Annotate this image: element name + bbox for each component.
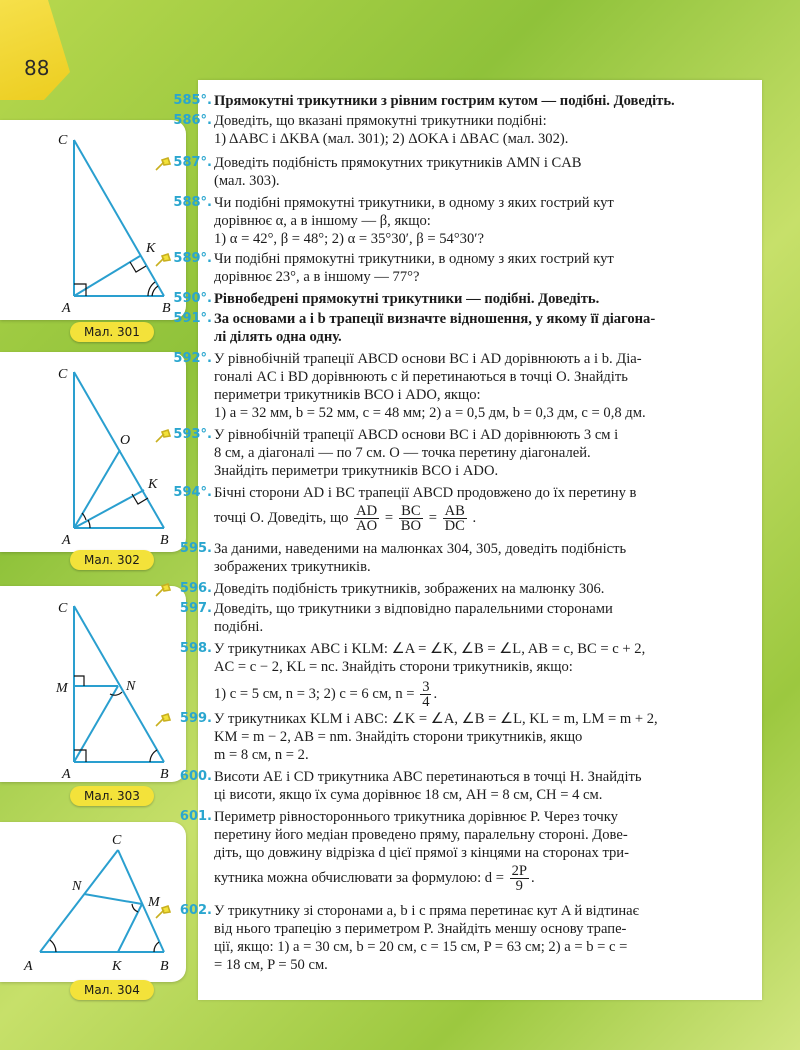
task-text: 1) a = 32 мм, b = 52 мм, c = 48 мм; 2) a = 0,5 дм, b = 0,3 дм, c = 0,8 дм. — [214, 405, 646, 421]
task-587 — [173, 154, 752, 190]
task-text: кутника можна обчислювати за формулою: d = — [214, 869, 504, 886]
task-585 — [173, 92, 752, 110]
exercises-panel — [173, 80, 762, 1000]
task-text: Чи подібні прямокутні трикутники, в одному з яких гострий кут — [214, 195, 614, 211]
task-text: У трикутниках KLM і ABC: ∠K = ∠A, ∠B = ∠L, KL = m, LM = m + 2, — [214, 711, 658, 727]
fraction: $\frac{AB}{DC}$ — [444, 503, 465, 534]
task-text: Висоти AE і CD трикутника ABC перетинаються в точці H. Знайдіть — [214, 769, 642, 785]
task-591 — [173, 310, 752, 346]
task-601: 601. Периметр рівностороннього трикутника дорівнює P. Через точку перетину його медіан проведено пряму, паралельну стороні. Дове- діть, що довжину відрізка d цієї прямої з кінцями на сторонах три- кутника можна обчислювати за формулою: d = $\frac{2P}{9}$ . — [214, 808, 752, 893]
task-text: Доведіть, що трикутники з відповідно паралельними сторонами — [214, 601, 613, 617]
task-text: (мал. 303). — [214, 173, 280, 189]
figure-302-card — [0, 352, 186, 552]
task-text: Рівнобедрені прямокутні трикутники — подібні. Доведіть. — [214, 291, 600, 307]
task-597 — [179, 600, 752, 636]
fraction: $\frac{3}{4}$ — [422, 679, 430, 710]
task-592 — [173, 350, 752, 422]
task-number: 596. — [179, 581, 212, 596]
task-text: дорівнює 23°, а в іншому — 77°? — [214, 269, 420, 285]
task-number: 593°. — [173, 427, 212, 442]
task-text: У рівнобічній трапеції ABCD основи BC і AD дорівнюють 3 см і — [214, 427, 619, 443]
lamp-icon — [154, 252, 172, 268]
task-600 — [179, 768, 752, 804]
task-text: Доведіть подібність трикутників, зображених на малюнку 306. — [214, 581, 605, 597]
task-text: У трикутнику зі сторонами a, b і c пряма перетинає кут A й відтинає — [214, 903, 639, 919]
task-text: 1) α = 42°, β = 48°; 2) α = 35°30′, β = 54°30′? — [214, 231, 484, 247]
task-text: гоналі AC і BD дорівнюють c й перетинаються в точці O. Знайдіть — [214, 369, 628, 385]
task-text: периметри трикутників BCO і ADO, якщо: — [214, 387, 481, 403]
task-text: діть, що довжину відрізка d цієї прямої з кінцями на сторонах три- — [214, 845, 629, 861]
task-text: Знайдіть периметри трикутників BCO і ADO. — [214, 463, 499, 479]
task-number: 590°. — [173, 291, 212, 306]
task-text: Доведіть, що вказані прямокутні трикутники подібні: — [214, 113, 547, 129]
task-number: 601. — [179, 809, 212, 824]
task-number: 599. — [179, 711, 212, 726]
lamp-icon — [154, 428, 172, 444]
figure-302-label: Мал. 302 — [70, 550, 154, 570]
point-label: B — [162, 301, 171, 316]
figure-304-label: Мал. 304 — [70, 980, 154, 1000]
figure-301-label: Мал. 301 — [70, 322, 154, 342]
task-text: За основами a і b трапеції визначте відношення, у якому її діагона- — [214, 311, 656, 327]
task-text: ці висоти, якщо їх сума дорівнює 18 см, AH = 8 см, CH = 4 см. — [214, 787, 603, 803]
lamp-icon — [154, 712, 172, 728]
task-text: перетину його медіан проведено пряму, паралельну стороні. Дове- — [214, 827, 628, 843]
point-label: C — [58, 367, 68, 382]
point-label: N — [72, 879, 82, 894]
lamp-icon — [154, 582, 172, 598]
task-text: KM = m − 2, AB = nm. Знайдіть сторони трикутників, якщо — [214, 729, 583, 745]
figure-303-label: Мал. 303 — [70, 786, 154, 806]
task-text: Доведіть подібність прямокутних трикутників AMN і CAB — [214, 155, 582, 171]
figure-302-diagram — [0, 352, 186, 552]
fraction: $\frac{2P}{9}$ — [511, 863, 528, 894]
page-number-tab — [0, 0, 70, 100]
point-label: M — [56, 681, 68, 696]
task-text: У трикутниках ABC і KLM: ∠A = ∠K, ∠B = ∠L, AB = c, BC = c + 2, — [214, 641, 646, 657]
point-label: B — [160, 959, 169, 974]
task-text: Периметр рівностороннього трикутника дорівнює P. Через точку — [214, 809, 618, 825]
task-596 — [179, 580, 752, 598]
point-label: K — [146, 241, 156, 256]
task-number: 602. — [179, 903, 212, 918]
lamp-icon — [154, 904, 172, 920]
point-label: A — [62, 767, 71, 782]
point-label: A — [62, 301, 71, 316]
point-label: C — [58, 601, 68, 616]
task-594: 594°. Бічні сторони AD і BC трапеції ABCD продовжено до їх перетину в точці O. Доведіть, що $\frac{AD}{AO}$ = $\frac{BC}{BO}$ = $\frac{AB}{DC}$ . — [214, 484, 752, 533]
task-589 — [173, 250, 752, 286]
point-label: K — [148, 477, 158, 492]
task-text: подібні. — [214, 619, 264, 635]
lamp-icon — [154, 156, 172, 172]
task-number: 598. — [179, 641, 212, 656]
task-590 — [173, 290, 752, 308]
task-text: зображених трикутників. — [214, 559, 371, 575]
point-label: A — [24, 959, 33, 974]
task-text: Чи подібні прямокутні трикутники, в одному з яких гострий кут — [214, 251, 614, 267]
point-label: K — [112, 959, 122, 974]
task-602 — [179, 902, 752, 974]
task-number: 585°. — [173, 93, 212, 108]
task-text: лі ділять одна одну. — [214, 329, 342, 345]
task-text: ції, якщо: 1) a = 30 см, b = 20 см, c = 15 см, P = 63 см; 2) a = b = c = — [214, 939, 628, 955]
task-593 — [173, 426, 752, 480]
task-text: 8 см, а діагоналі — по 7 см. O — точка перетину діагоналей. — [214, 445, 591, 461]
task-text: точці O. Доведіть, що — [214, 509, 349, 526]
task-598: 598. У трикутниках ABC і KLM: ∠A = ∠K, ∠B = ∠L, AB = c, BC = c + 2, AC = c − 2, KL = nc. Знайдіть сторони трикутників, якщо: 1) c = 5 см, n = 3; 2) c = 6 см, n = $\frac{3}{4}$ . — [214, 640, 752, 709]
fraction: $\frac{BC}{BO}$ — [400, 503, 422, 534]
point-label: O — [120, 433, 131, 448]
task-599 — [179, 710, 752, 764]
task-text: Бічні сторони AD і BC трапеції ABCD продовжено до їх перетину в — [214, 485, 637, 501]
task-text: У рівнобічній трапеції ABCD основи BC і AD дорівнюють a і b. Діа- — [214, 351, 642, 367]
task-number: 591°. — [173, 311, 212, 326]
task-number: 597. — [179, 601, 212, 616]
task-text: від нього трапецію з периметром P. Знайдіть меншу основу трапе- — [214, 921, 627, 937]
task-586 — [173, 112, 752, 148]
fraction: $\frac{AD}{AO}$ — [356, 503, 378, 534]
point-label: C — [58, 133, 68, 148]
task-number: 587°. — [173, 155, 212, 170]
point-label: B — [160, 767, 169, 782]
task-text: Прямокутні трикутники з рівним гострим кутом — подібні. Доведіть. — [214, 93, 675, 109]
task-595 — [179, 540, 752, 576]
figure-301-card — [0, 120, 186, 320]
figure-301-diagram — [0, 120, 186, 320]
figure-304-card — [0, 822, 186, 982]
task-text: AC = c − 2, KL = nc. Знайдіть сторони трикутників, якщо: — [214, 659, 573, 675]
point-label: B — [160, 533, 169, 548]
page-number: 88 — [24, 56, 50, 80]
task-text: 1) ΔABC і ΔKBA (мал. 301); 2) ΔOKA і ΔBAC (мал. 302). — [214, 131, 569, 147]
figure-303-diagram — [0, 586, 186, 782]
task-number: 589°. — [173, 251, 212, 266]
point-label: C — [112, 833, 122, 848]
task-text: 1) c = 5 см, n = 3; 2) c = 6 см, n = — [214, 685, 415, 702]
point-label: M — [148, 895, 160, 910]
figure-303-card — [0, 586, 186, 782]
task-text: = 18 см, P = 50 см. — [214, 957, 328, 973]
task-number: 592°. — [173, 351, 212, 366]
point-label: N — [126, 679, 136, 694]
task-number: 588°. — [173, 195, 212, 210]
task-number: 600. — [179, 769, 212, 784]
task-number: 586°. — [173, 113, 212, 128]
task-588 — [173, 194, 752, 248]
task-text: дорівнює α, а в іншому — β, якщо: — [214, 213, 431, 229]
task-text: За даними, наведеними на малюнках 304, 305, доведіть подібність — [214, 541, 627, 557]
task-text: m = 8 см, n = 2. — [214, 747, 309, 763]
point-label: A — [62, 533, 71, 548]
task-number: 595. — [179, 541, 212, 556]
figure-304-diagram — [0, 822, 186, 982]
task-number: 594°. — [173, 485, 212, 500]
